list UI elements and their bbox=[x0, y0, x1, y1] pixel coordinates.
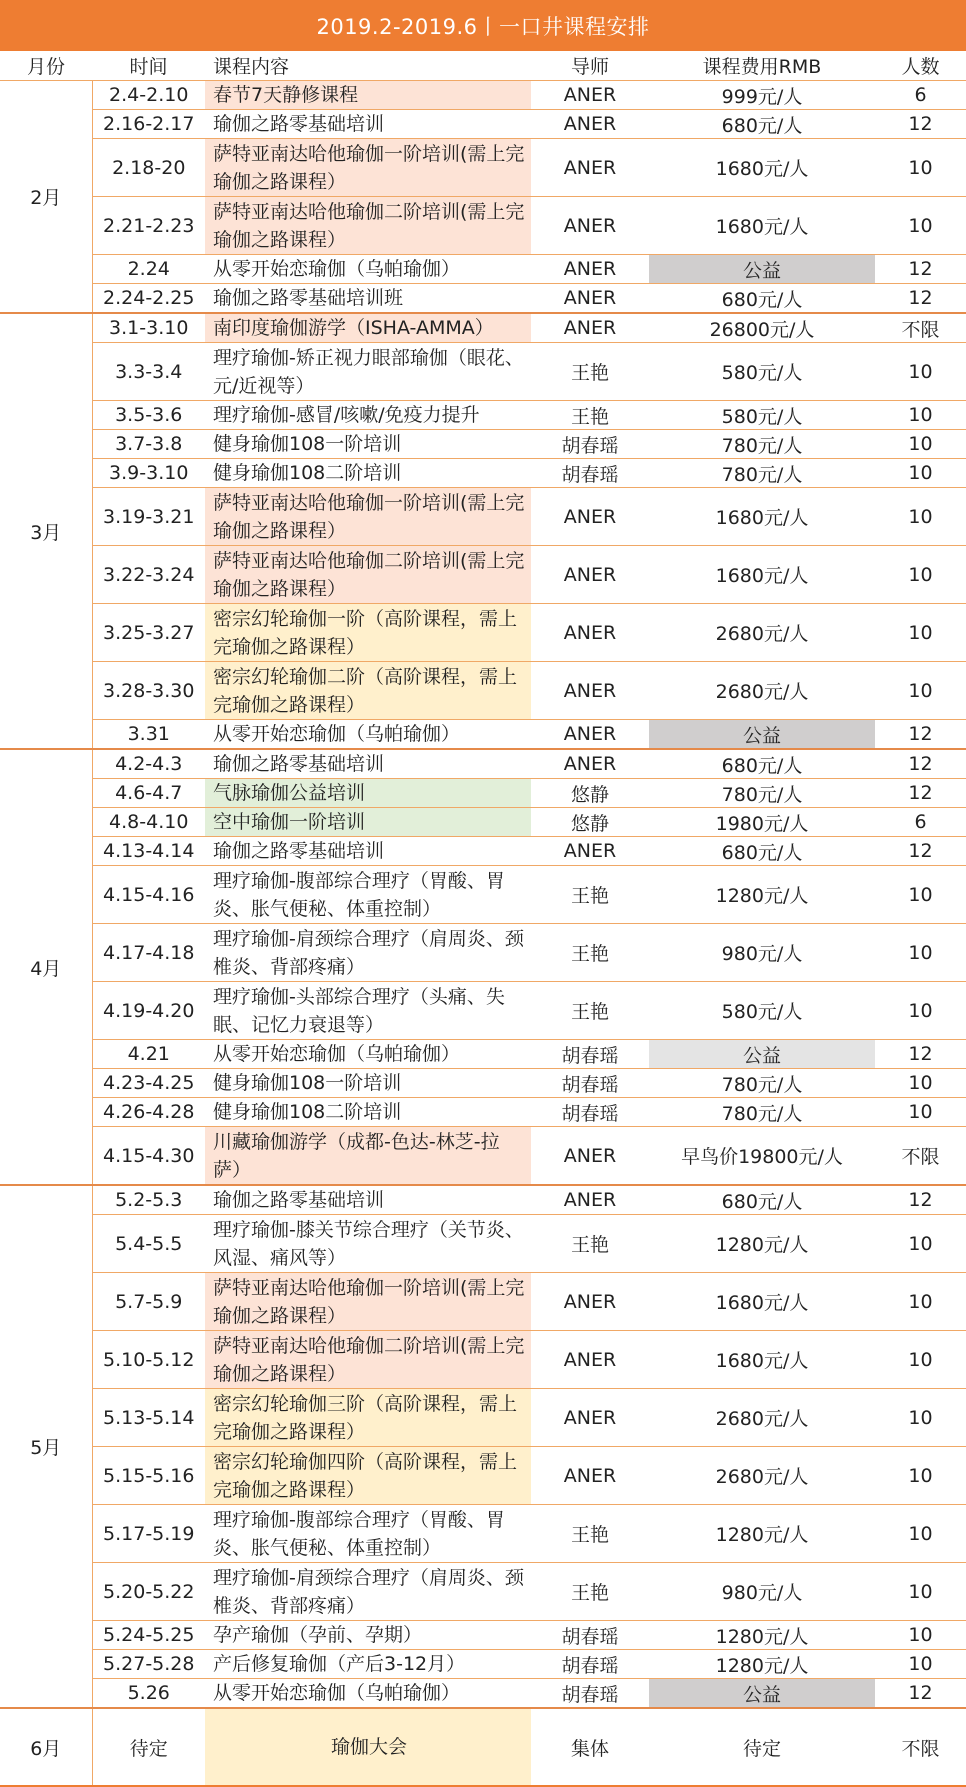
fee-cell: 早鸟价19800元/人 bbox=[649, 1127, 875, 1186]
fee-cell: 公益 bbox=[649, 1679, 875, 1709]
date-cell: 5.4-5.5 bbox=[92, 1215, 205, 1273]
fee-cell: 公益 bbox=[649, 720, 875, 750]
table-row bbox=[0, 982, 966, 1040]
fee-cell: 待定 bbox=[649, 1708, 875, 1786]
count-cell: 10 bbox=[875, 1621, 966, 1650]
count-cell: 12 bbox=[875, 255, 966, 284]
count-cell: 10 bbox=[875, 1389, 966, 1447]
fee-cell: 680元/人 bbox=[649, 110, 875, 139]
course-cell: 密宗幻轮瑜伽三阶（高阶课程，需上完瑜伽之路课程） bbox=[205, 1389, 531, 1447]
count-cell: 10 bbox=[875, 459, 966, 488]
count-cell: 10 bbox=[875, 430, 966, 459]
table-row bbox=[0, 459, 966, 488]
fee-cell: 1280元/人 bbox=[649, 1505, 875, 1563]
fee-cell: 980元/人 bbox=[649, 924, 875, 982]
count-cell: 12 bbox=[875, 749, 966, 779]
teacher-cell: 悠静 bbox=[531, 808, 649, 837]
count-cell: 10 bbox=[875, 488, 966, 546]
course-cell: 瑜伽之路零基础培训 bbox=[205, 837, 531, 866]
table-row bbox=[0, 1505, 966, 1563]
date-cell: 4.8-4.10 bbox=[92, 808, 205, 837]
count-cell: 不限 bbox=[875, 1708, 966, 1786]
table-row bbox=[0, 1098, 966, 1127]
course-cell: 理疗瑜伽-矫正视力眼部瑜伽（眼花、元/近视等） bbox=[205, 343, 531, 401]
table-header-row bbox=[0, 51, 966, 81]
date-cell: 5.15-5.16 bbox=[92, 1447, 205, 1505]
teacher-cell: ANER bbox=[531, 81, 649, 110]
teacher-cell: 集体 bbox=[531, 1708, 649, 1786]
teacher-cell: 王艳 bbox=[531, 343, 649, 401]
count-cell: 10 bbox=[875, 546, 966, 604]
teacher-cell: 胡春瑶 bbox=[531, 1069, 649, 1098]
date-cell: 5.26 bbox=[92, 1679, 205, 1709]
teacher-cell: ANER bbox=[531, 197, 649, 255]
date-cell: 4.26-4.28 bbox=[92, 1098, 205, 1127]
count-cell: 10 bbox=[875, 139, 966, 197]
teacher-cell: ANER bbox=[531, 1127, 649, 1186]
date-cell: 3.1-3.10 bbox=[92, 313, 205, 343]
table-row bbox=[0, 401, 966, 430]
teacher-cell: 胡春瑶 bbox=[531, 1621, 649, 1650]
fee-cell: 1280元/人 bbox=[649, 1215, 875, 1273]
date-cell: 4.15-4.16 bbox=[92, 866, 205, 924]
month-cell: 5月 bbox=[0, 1185, 92, 1708]
count-cell: 10 bbox=[875, 401, 966, 430]
course-cell: 密宗幻轮瑜伽一阶（高阶课程，需上完瑜伽之路课程） bbox=[205, 604, 531, 662]
course-cell: 从零开始恋瑜伽（乌帕瑜伽） bbox=[205, 1040, 531, 1069]
course-cell: 健身瑜伽108一阶培训 bbox=[205, 1069, 531, 1098]
course-cell: 瑜伽之路零基础培训 bbox=[205, 110, 531, 139]
course-cell: 理疗瑜伽-腹部综合理疗（胃酸、胃炎、胀气便秘、体重控制） bbox=[205, 866, 531, 924]
page-title: 2019.2-2019.6丨一口井课程安排 bbox=[0, 0, 966, 51]
course-cell: 萨特亚南达哈他瑜伽一阶培训(需上完瑜伽之路课程） bbox=[205, 1273, 531, 1331]
fee-cell: 26800元/人 bbox=[649, 313, 875, 343]
count-cell: 10 bbox=[875, 866, 966, 924]
count-cell: 6 bbox=[875, 81, 966, 110]
date-cell: 4.23-4.25 bbox=[92, 1069, 205, 1098]
fee-cell: 780元/人 bbox=[649, 459, 875, 488]
table-row bbox=[0, 720, 966, 750]
count-cell: 10 bbox=[875, 662, 966, 720]
table-row bbox=[0, 546, 966, 604]
date-cell: 待定 bbox=[92, 1708, 205, 1786]
table-row bbox=[0, 1389, 966, 1447]
course-cell: 萨特亚南达哈他瑜伽二阶培训(需上完瑜伽之路课程） bbox=[205, 197, 531, 255]
fee-cell: 680元/人 bbox=[649, 749, 875, 779]
course-cell: 从零开始恋瑜伽（乌帕瑜伽） bbox=[205, 255, 531, 284]
teacher-cell: ANER bbox=[531, 837, 649, 866]
date-cell: 5.24-5.25 bbox=[92, 1621, 205, 1650]
header-fee: 课程费用RMB bbox=[702, 56, 822, 78]
table-row bbox=[0, 1040, 966, 1069]
fee-cell: 1280元/人 bbox=[649, 1650, 875, 1679]
teacher-cell: ANER bbox=[531, 284, 649, 314]
date-cell: 5.2-5.3 bbox=[92, 1185, 205, 1215]
fee-cell: 2680元/人 bbox=[649, 662, 875, 720]
teacher-cell: ANER bbox=[531, 255, 649, 284]
date-cell: 4.17-4.18 bbox=[92, 924, 205, 982]
teacher-cell: 胡春瑶 bbox=[531, 1679, 649, 1709]
table-row bbox=[0, 604, 966, 662]
count-cell: 6 bbox=[875, 808, 966, 837]
count-cell: 12 bbox=[875, 720, 966, 750]
teacher-cell: 王艳 bbox=[531, 866, 649, 924]
course-cell: 春节7天静修课程 bbox=[205, 81, 531, 110]
table-row bbox=[0, 1447, 966, 1505]
fee-cell: 1680元/人 bbox=[649, 488, 875, 546]
date-cell: 3.25-3.27 bbox=[92, 604, 205, 662]
table-row bbox=[0, 284, 966, 314]
teacher-cell: ANER bbox=[531, 313, 649, 343]
teacher-cell: 王艳 bbox=[531, 1563, 649, 1621]
table-row bbox=[0, 1331, 966, 1389]
table-row bbox=[0, 343, 966, 401]
date-cell: 2.18-20 bbox=[92, 139, 205, 197]
course-cell: 理疗瑜伽-肩颈综合理疗（肩周炎、颈椎炎、背部疼痛） bbox=[205, 924, 531, 982]
course-cell: 川藏瑜伽游学（成都-色达-林芝-拉萨） bbox=[205, 1127, 531, 1186]
date-cell: 2.21-2.23 bbox=[92, 197, 205, 255]
course-cell: 从零开始恋瑜伽（乌帕瑜伽） bbox=[205, 720, 531, 750]
course-cell: 萨特亚南达哈他瑜伽一阶培训(需上完瑜伽之路课程） bbox=[205, 139, 531, 197]
course-cell: 理疗瑜伽-腹部综合理疗（胃酸、胃炎、胀气便秘、体重控制） bbox=[205, 1505, 531, 1563]
table-row bbox=[0, 808, 966, 837]
count-cell: 12 bbox=[875, 1040, 966, 1069]
table-body bbox=[0, 81, 966, 1787]
teacher-cell: ANER bbox=[531, 1389, 649, 1447]
date-cell: 3.3-3.4 bbox=[92, 343, 205, 401]
month-cell: 6月 bbox=[0, 1708, 92, 1786]
date-cell: 2.24 bbox=[92, 255, 205, 284]
table-row bbox=[0, 81, 966, 110]
course-cell: 南印度瑜伽游学（ISHA-AMMA） bbox=[205, 313, 531, 343]
count-cell: 10 bbox=[875, 1215, 966, 1273]
header-date: 时间 bbox=[129, 56, 168, 78]
teacher-cell: ANER bbox=[531, 604, 649, 662]
count-cell: 不限 bbox=[875, 1127, 966, 1186]
count-cell: 10 bbox=[875, 1650, 966, 1679]
table-row bbox=[0, 779, 966, 808]
fee-cell: 1680元/人 bbox=[649, 139, 875, 197]
header-course: 课程内容 bbox=[213, 56, 290, 78]
course-cell: 孕产瑜伽（孕前、孕期） bbox=[205, 1621, 531, 1650]
teacher-cell: 王艳 bbox=[531, 401, 649, 430]
fee-cell: 1680元/人 bbox=[649, 197, 875, 255]
course-cell: 理疗瑜伽-头部综合理疗（头痛、失眠、记忆力衰退等） bbox=[205, 982, 531, 1040]
table-row bbox=[0, 1185, 966, 1215]
teacher-cell: 王艳 bbox=[531, 1505, 649, 1563]
header-teacher: 导师 bbox=[570, 56, 609, 78]
course-cell: 健身瑜伽108二阶培训 bbox=[205, 459, 531, 488]
fee-cell: 1680元/人 bbox=[649, 1273, 875, 1331]
fee-cell: 1680元/人 bbox=[649, 1331, 875, 1389]
count-cell: 12 bbox=[875, 110, 966, 139]
month-cell: 4月 bbox=[0, 749, 92, 1185]
course-cell: 健身瑜伽108一阶培训 bbox=[205, 430, 531, 459]
course-cell: 瑜伽之路零基础培训班 bbox=[205, 284, 531, 314]
teacher-cell: ANER bbox=[531, 110, 649, 139]
date-cell: 4.2-4.3 bbox=[92, 749, 205, 779]
date-cell: 4.19-4.20 bbox=[92, 982, 205, 1040]
teacher-cell: 胡春瑶 bbox=[531, 430, 649, 459]
fee-cell: 680元/人 bbox=[649, 1185, 875, 1215]
count-cell: 12 bbox=[875, 1185, 966, 1215]
date-cell: 5.7-5.9 bbox=[92, 1273, 205, 1331]
course-cell: 萨特亚南达哈他瑜伽一阶培训(需上完瑜伽之路课程） bbox=[205, 488, 531, 546]
count-cell: 10 bbox=[875, 1069, 966, 1098]
teacher-cell: 胡春瑶 bbox=[531, 1040, 649, 1069]
table-row bbox=[0, 1650, 966, 1679]
course-cell: 瑜伽之路零基础培训 bbox=[205, 749, 531, 779]
table-row bbox=[0, 1127, 966, 1186]
date-cell: 3.9-3.10 bbox=[92, 459, 205, 488]
date-cell: 4.6-4.7 bbox=[92, 779, 205, 808]
fee-cell: 1680元/人 bbox=[649, 546, 875, 604]
fee-cell: 780元/人 bbox=[649, 1098, 875, 1127]
date-cell: 4.13-4.14 bbox=[92, 837, 205, 866]
course-cell: 空中瑜伽一阶培训 bbox=[205, 808, 531, 837]
fee-cell: 1280元/人 bbox=[649, 866, 875, 924]
table-row bbox=[0, 313, 966, 343]
table-row bbox=[0, 430, 966, 459]
table-row bbox=[0, 197, 966, 255]
course-cell: 理疗瑜伽-膝关节综合理疗（关节炎、风湿、痛风等） bbox=[205, 1215, 531, 1273]
table-row bbox=[0, 1069, 966, 1098]
teacher-cell: ANER bbox=[531, 749, 649, 779]
date-cell: 4.21 bbox=[92, 1040, 205, 1069]
count-cell: 不限 bbox=[875, 313, 966, 343]
teacher-cell: 胡春瑶 bbox=[531, 459, 649, 488]
header-count: 人数 bbox=[901, 56, 940, 78]
fee-cell: 580元/人 bbox=[649, 982, 875, 1040]
fee-cell: 580元/人 bbox=[649, 343, 875, 401]
table-row bbox=[0, 749, 966, 779]
count-cell: 12 bbox=[875, 284, 966, 314]
count-cell: 10 bbox=[875, 1273, 966, 1331]
table-row bbox=[0, 866, 966, 924]
teacher-cell: ANER bbox=[531, 1447, 649, 1505]
count-cell: 12 bbox=[875, 837, 966, 866]
teacher-cell: 王艳 bbox=[531, 924, 649, 982]
teacher-cell: ANER bbox=[531, 720, 649, 750]
header-month: 月份 bbox=[26, 56, 65, 78]
table-row bbox=[0, 662, 966, 720]
count-cell: 10 bbox=[875, 604, 966, 662]
date-cell: 3.19-3.21 bbox=[92, 488, 205, 546]
fee-cell: 580元/人 bbox=[649, 401, 875, 430]
teacher-cell: 王艳 bbox=[531, 982, 649, 1040]
fee-cell: 2680元/人 bbox=[649, 1389, 875, 1447]
fee-cell: 780元/人 bbox=[649, 1069, 875, 1098]
date-cell: 5.17-5.19 bbox=[92, 1505, 205, 1563]
count-cell: 10 bbox=[875, 1098, 966, 1127]
fee-cell: 1980元/人 bbox=[649, 808, 875, 837]
teacher-cell: ANER bbox=[531, 662, 649, 720]
teacher-cell: ANER bbox=[531, 488, 649, 546]
date-cell: 5.10-5.12 bbox=[92, 1331, 205, 1389]
course-cell: 瑜伽大会 bbox=[205, 1708, 531, 1786]
fee-cell: 1280元/人 bbox=[649, 1621, 875, 1650]
fee-cell: 680元/人 bbox=[649, 837, 875, 866]
fee-cell: 780元/人 bbox=[649, 779, 875, 808]
course-cell: 理疗瑜伽-肩颈综合理疗（肩周炎、颈椎炎、背部疼痛） bbox=[205, 1563, 531, 1621]
fee-cell: 780元/人 bbox=[649, 430, 875, 459]
course-cell: 气脉瑜伽公益培训 bbox=[205, 779, 531, 808]
date-cell: 2.16-2.17 bbox=[92, 110, 205, 139]
course-cell: 密宗幻轮瑜伽二阶（高阶课程，需上完瑜伽之路课程） bbox=[205, 662, 531, 720]
course-cell: 产后修复瑜伽（产后3-12月） bbox=[205, 1650, 531, 1679]
course-cell: 萨特亚南达哈他瑜伽二阶培训(需上完瑜伽之路课程） bbox=[205, 546, 531, 604]
count-cell: 10 bbox=[875, 1505, 966, 1563]
teacher-cell: 胡春瑶 bbox=[531, 1098, 649, 1127]
date-cell: 5.13-5.14 bbox=[92, 1389, 205, 1447]
table-row bbox=[0, 1679, 966, 1709]
date-cell: 3.5-3.6 bbox=[92, 401, 205, 430]
teacher-cell: ANER bbox=[531, 546, 649, 604]
course-cell: 从零开始恋瑜伽（乌帕瑜伽） bbox=[205, 1679, 531, 1709]
table-row bbox=[0, 110, 966, 139]
date-cell: 3.28-3.30 bbox=[92, 662, 205, 720]
date-cell: 3.22-3.24 bbox=[92, 546, 205, 604]
date-cell: 5.27-5.28 bbox=[92, 1650, 205, 1679]
course-cell: 理疗瑜伽-感冒/咳嗽/免疫力提升 bbox=[205, 401, 531, 430]
teacher-cell: ANER bbox=[531, 139, 649, 197]
month-cell: 2月 bbox=[0, 81, 92, 314]
fee-cell: 999元/人 bbox=[649, 81, 875, 110]
fee-cell: 公益 bbox=[649, 255, 875, 284]
count-cell: 10 bbox=[875, 982, 966, 1040]
count-cell: 10 bbox=[875, 1447, 966, 1505]
count-cell: 10 bbox=[875, 197, 966, 255]
course-cell: 健身瑜伽108二阶培训 bbox=[205, 1098, 531, 1127]
date-cell: 2.24-2.25 bbox=[92, 284, 205, 314]
table-row bbox=[0, 488, 966, 546]
teacher-cell: 悠静 bbox=[531, 779, 649, 808]
course-cell: 瑜伽之路零基础培训 bbox=[205, 1185, 531, 1215]
count-cell: 10 bbox=[875, 1331, 966, 1389]
table-row bbox=[0, 924, 966, 982]
table-row bbox=[0, 1708, 966, 1786]
table-row bbox=[0, 1563, 966, 1621]
date-cell: 2.4-2.10 bbox=[92, 81, 205, 110]
date-cell: 3.31 bbox=[92, 720, 205, 750]
date-cell: 5.20-5.22 bbox=[92, 1563, 205, 1621]
fee-cell: 2680元/人 bbox=[649, 1447, 875, 1505]
fee-cell: 2680元/人 bbox=[649, 604, 875, 662]
course-cell: 萨特亚南达哈他瑜伽二阶培训(需上完瑜伽之路课程） bbox=[205, 1331, 531, 1389]
teacher-cell: ANER bbox=[531, 1185, 649, 1215]
table-row bbox=[0, 255, 966, 284]
course-schedule-table bbox=[0, 51, 966, 1787]
table-row bbox=[0, 1215, 966, 1273]
fee-cell: 980元/人 bbox=[649, 1563, 875, 1621]
table-row bbox=[0, 139, 966, 197]
date-cell: 4.15-4.30 bbox=[92, 1127, 205, 1186]
count-cell: 10 bbox=[875, 924, 966, 982]
fee-cell: 公益 bbox=[649, 1040, 875, 1069]
month-cell: 3月 bbox=[0, 313, 92, 749]
fee-cell: 680元/人 bbox=[649, 284, 875, 314]
count-cell: 10 bbox=[875, 1563, 966, 1621]
count-cell: 10 bbox=[875, 343, 966, 401]
course-cell: 密宗幻轮瑜伽四阶（高阶课程，需上完瑜伽之路课程） bbox=[205, 1447, 531, 1505]
teacher-cell: 胡春瑶 bbox=[531, 1650, 649, 1679]
teacher-cell: ANER bbox=[531, 1273, 649, 1331]
teacher-cell: 王艳 bbox=[531, 1215, 649, 1273]
count-cell: 12 bbox=[875, 779, 966, 808]
table-row bbox=[0, 1273, 966, 1331]
table-row bbox=[0, 1621, 966, 1650]
date-cell: 3.7-3.8 bbox=[92, 430, 205, 459]
teacher-cell: ANER bbox=[531, 1331, 649, 1389]
count-cell: 12 bbox=[875, 1679, 966, 1709]
table-row bbox=[0, 837, 966, 866]
